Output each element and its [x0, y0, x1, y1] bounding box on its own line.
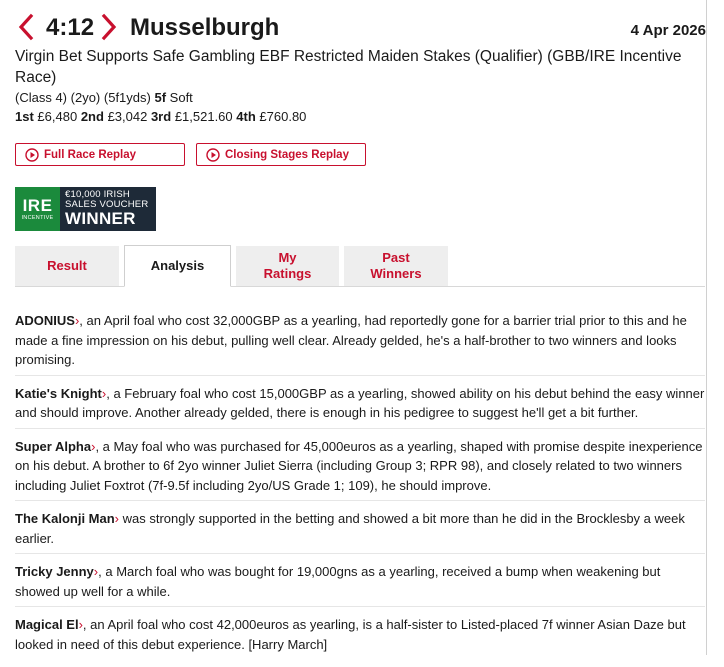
previous-race-chevron-icon[interactable] [18, 13, 36, 43]
prize-amount: £1,521.60 [174, 109, 233, 124]
horse-link-arrow-icon[interactable]: › [78, 617, 83, 632]
tab-my-ratings-label: My Ratings [263, 250, 312, 281]
horse-link-arrow-icon[interactable]: › [93, 564, 99, 579]
horse-link-arrow-icon[interactable]: › [101, 385, 107, 401]
horse-link-arrow-icon[interactable]: › [91, 438, 96, 454]
prize-place: 2nd [80, 109, 104, 124]
tab-my-ratings[interactable] [236, 246, 339, 286]
analysis-paragraph [15, 311, 705, 376]
analysis-content [15, 311, 705, 667]
ire-incentive-badge [15, 187, 156, 231]
prize-amount: £6,480 [37, 109, 78, 124]
race-distance-detail: (5f1yds) [103, 90, 151, 105]
tab-past-winners-label: Past Winners [370, 250, 422, 281]
tab-past-winners[interactable] [344, 246, 448, 286]
ire-logo-subtitle: INCENTIVE [21, 214, 54, 221]
analysis-text: , a May foal who was purchased for 45,000euros as a yearling, shaped with promise despite inexperience on his debut. A brother to 6f 2yo winner Juliet Sierra (including Group 3; RPR 98), and closely related to two winners including Juliet Foxtrot (7f-9.5f including 2yo/US Grade 1; 109), he should improve. [15, 438, 703, 493]
race-time: 4:12 [46, 14, 95, 41]
badge-line-1: €10,000 IRISH [65, 189, 130, 200]
ire-logo-title: IRE [22, 195, 53, 215]
tab-analysis[interactable]: Analysis [124, 245, 231, 287]
race-age: (2yo) [70, 90, 101, 105]
prize-amount: £760.80 [259, 109, 307, 124]
horse-name-link[interactable]: Katie's Knight [15, 385, 102, 401]
prize-amount: £3,042 [107, 109, 148, 124]
horse-name-link[interactable]: Tricky Jenny [15, 564, 94, 579]
badge-line-2: SALES VOUCHER [65, 199, 149, 210]
analysis-text: was strongly supported in the betting and showed a bit more than he did in the Brocklesby a week earlier. [15, 511, 685, 546]
race-tabs [15, 245, 705, 287]
prize-place: 1st [15, 109, 34, 124]
prize-money [15, 108, 306, 126]
badge-line-3: WINNER [65, 209, 136, 228]
race-conditions [15, 89, 193, 107]
race-class: (Class 4) [15, 90, 68, 105]
analysis-paragraph [15, 384, 705, 429]
analysis-paragraph [15, 437, 705, 502]
ire-logo [15, 187, 60, 231]
play-icon [206, 148, 220, 162]
race-date: 4 Apr 2026 [630, 22, 706, 39]
horse-link-arrow-icon[interactable]: › [74, 313, 80, 328]
horse-name-link[interactable]: The Kalonji Man [15, 511, 115, 526]
next-race-chevron-icon[interactable] [101, 13, 119, 43]
closing-stages-replay-button[interactable] [196, 143, 366, 166]
analysis-text: , a February foal who cost 15,000GBP as a yearling, showed ability on his debut behind the easy winner and should improve. Another already gelded, there is enough in his pedigree to suggest he'll get a bit further. [15, 385, 705, 420]
horse-name-link[interactable]: Magical El [15, 617, 79, 632]
analysis-text: , an April foal who cost 42,000euros as yearling, is a half-sister to Listed-placed 7f winner Asian Daze but looked in need of this debut experience. [Harry March] [15, 617, 686, 652]
analysis-paragraph [15, 562, 705, 607]
tab-result[interactable]: Result [15, 246, 119, 286]
prize-place: 4th [236, 109, 256, 124]
play-icon [25, 148, 39, 162]
closing-stages-replay-label: Closing Stages Replay [225, 148, 349, 161]
course-name: Musselburgh [130, 14, 280, 41]
analysis-text: , a March foal who was bought for 19,000gns as a yearling, received a bump when weakening but showed up well for a while. [15, 564, 661, 599]
horse-link-arrow-icon[interactable]: › [114, 511, 120, 526]
sales-voucher-text [60, 187, 156, 231]
horse-name-link[interactable]: ADONIUS [15, 313, 75, 328]
full-race-replay-label: Full Race Replay [44, 148, 137, 161]
race-distance: 5f [154, 90, 167, 105]
horse-name-link[interactable]: Super Alpha [15, 438, 92, 454]
analysis-text: , an April foal who cost 32,000GBP as a yearling, had reportedly gone for a barrier trial prior to this and he made a fine impression on his debut, pulling well clear. Already gelded, he's a half-brother to two winners and looks promising. [15, 313, 687, 367]
full-race-replay-button[interactable] [15, 143, 185, 166]
analysis-paragraph [15, 509, 705, 554]
race-header [14, 12, 708, 46]
prize-place: 3rd [150, 109, 172, 124]
race-title: Virgin Bet Supports Safe Gambling EBF Restricted Maiden Stakes (Qualifier) (GBB/IRE Incentive Race) [15, 48, 682, 86]
analysis-paragraph [15, 615, 705, 659]
race-going: Soft [169, 90, 193, 105]
